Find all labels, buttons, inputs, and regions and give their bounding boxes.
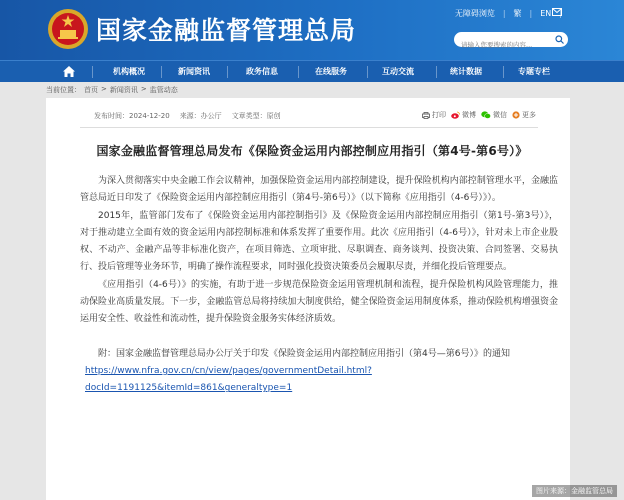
nav-divider [436, 66, 437, 78]
nav-item-special-topics[interactable]: 专题专栏 [518, 67, 550, 76]
nav-item-online-service[interactable]: 在线服务 [315, 67, 347, 76]
nav-divider [92, 66, 93, 78]
image-source-watermark: 图片来源：金融监管总局 [532, 485, 617, 497]
nav-divider [227, 66, 228, 78]
print-button[interactable] [422, 110, 446, 120]
home-icon[interactable] [63, 66, 75, 77]
printer-icon [422, 112, 430, 119]
weibo-label: 微博 [462, 111, 476, 119]
english-link[interactable]: EN [540, 9, 552, 18]
wechat-share-button[interactable] [481, 110, 507, 120]
breadcrumb-prefix: 当前位置： [46, 86, 81, 94]
attachment-link[interactable]: https://www.nfra.gov.cn/cn/view/pages/governmentDetail.html? [85, 365, 372, 376]
attachment-link-cont[interactable]: docId=1191125&itemId=861&generaltype=1 [85, 383, 293, 394]
nav-divider [503, 66, 504, 78]
national-emblem-icon [46, 6, 90, 52]
article-meta [46, 111, 281, 121]
breadcrumb-regulatory[interactable]: 监管动态 [149, 86, 178, 94]
nav-item-gov-info[interactable]: 政务信息 [246, 67, 278, 76]
search-box [454, 32, 568, 47]
nav-divider [298, 66, 299, 78]
article-paragraph: 《应用指引（4-6号）》的实施，有助于进一步规范保险资金运用管理机制和流程，提升保险机构风险管理能力，推动保险业高质量发展。下一步，金融监管总局将持续加大制度供给，健全保险资金运用制度体系，推动保险机构增强资金运用安全性、收益性和流动性，提升保险资金服务实体经济质效。 [80, 279, 558, 325]
breadcrumb-sep: > [140, 85, 147, 93]
more-share-button[interactable] [512, 110, 536, 120]
nav-item-statistics[interactable]: 统计数据 [450, 67, 482, 76]
divider: | [502, 9, 506, 18]
breadcrumb-sep: > [101, 85, 107, 93]
plus-icon [512, 111, 520, 119]
divider [80, 127, 538, 128]
nav-item-about[interactable]: 机构概况 [113, 67, 145, 76]
search-input[interactable] [454, 38, 550, 53]
weibo-icon [451, 111, 460, 119]
article-type: 文章类型：原创 [231, 112, 281, 120]
article-title: 国家金融监督管理总局发布《保险资金运用内部控制应用指引（第4号-第6号）》 [96, 144, 528, 158]
accessibility-link[interactable]: 无障碍浏览 [454, 9, 495, 18]
nav-item-interaction[interactable]: 互动交流 [382, 67, 414, 76]
nav-divider [161, 66, 162, 78]
article-body [80, 173, 558, 398]
divider: | [559, 9, 562, 18]
attachment-label: 附：国家金融监督管理总局办公厅关于印发《保险资金运用内部控制应用指引（第4号—第6号）》的通知 [98, 348, 510, 359]
nav-item-news[interactable]: 新闻资讯 [178, 67, 210, 76]
search-icon[interactable] [555, 35, 564, 44]
breadcrumb-news[interactable]: 新闻资讯 [109, 86, 138, 94]
attachment-link-line [80, 363, 558, 380]
breadcrumb-home[interactable]: 首页 [84, 86, 98, 94]
wechat-label: 微信 [493, 111, 507, 119]
site-header [0, 0, 624, 60]
more-label: 更多 [522, 111, 536, 119]
wechat-icon [481, 111, 491, 119]
divider: | [529, 9, 533, 18]
print-label: 打印 [432, 111, 446, 119]
attachment-link-line [80, 380, 558, 397]
share-toolbar [422, 110, 536, 120]
main-nav [0, 60, 624, 82]
article-paragraph: 为深入贯彻落实中央金融工作会议精神，加强保险资金运用内部控制建设，提升保险机构内部控制管理水平，金融监管总局近日印发了《保险资金运用内部控制应用指引（第4号-第6号）》（以下简称《应用指引（4-6号）》）。 [80, 176, 558, 204]
top-links [455, 8, 562, 19]
traditional-chinese-link[interactable]: 繁 [513, 9, 522, 18]
breadcrumb [46, 85, 178, 95]
mail-icon[interactable] [552, 8, 562, 16]
weibo-share-button[interactable] [451, 110, 476, 120]
site-title[interactable]: 国家金融监督管理总局 [96, 16, 357, 45]
publish-date: 发布时间：2024-12-20 [94, 112, 170, 120]
article-source: 来源：办公厅 [179, 112, 222, 120]
article-paragraph: 2015年，监管部门发布了《保险资金运用内部控制指引》及《保险资金运用内部控制应用指引（第1号-第3号）》，对于推动建立全面有效的资金运用内部控制标准和体系发挥了重要作用。此次《应用指引（4-6号）》，针对未上市企业股权、不动产、金融产品等非标准化资产，在项目筛选、立项审批、尽职调查、商务谈判、投资决策、合同签署、交易执行、投后管理等业务环节，明确了操作流程要求，同时强化投资决策委员会履职尽责，并细化投后管理要点。 [80, 210, 558, 273]
nav-divider [367, 66, 368, 78]
